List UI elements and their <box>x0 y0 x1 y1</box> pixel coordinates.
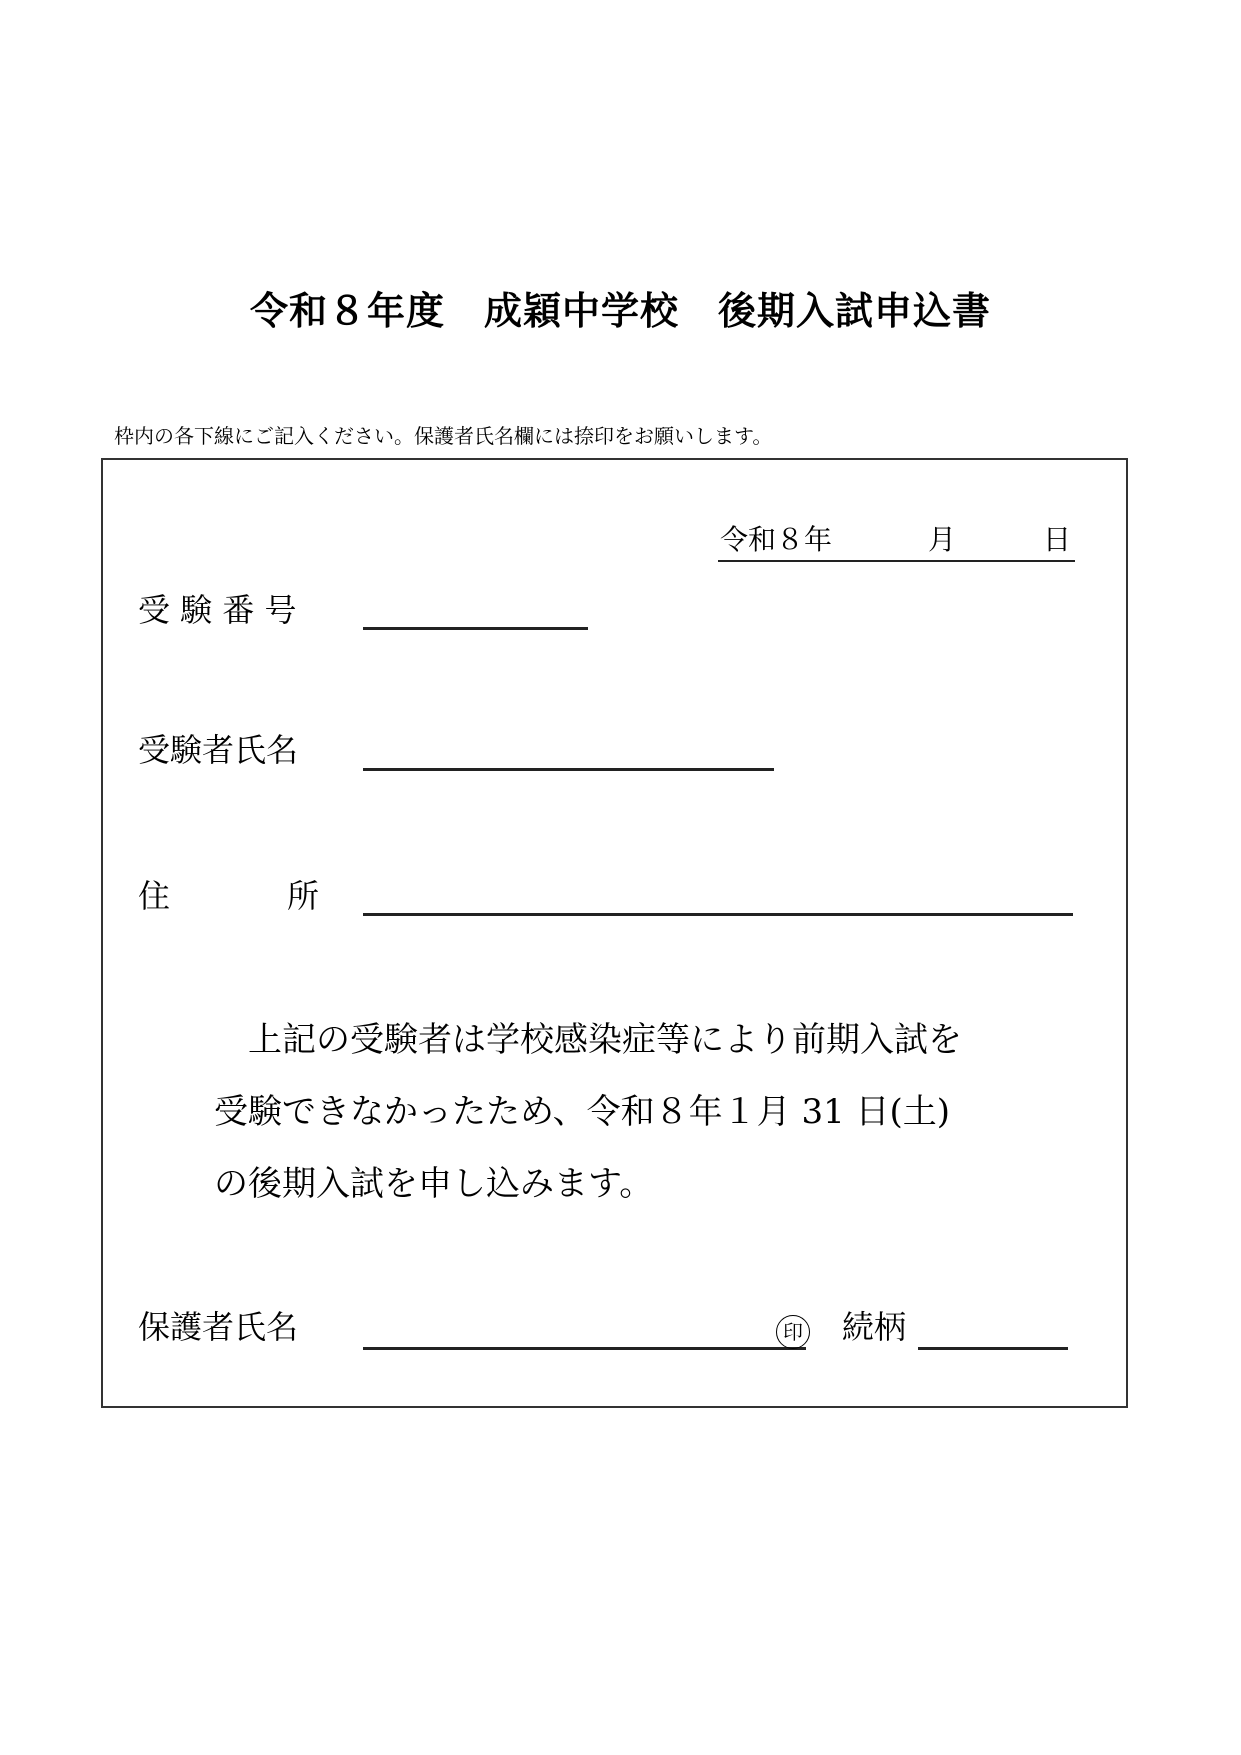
date-field[interactable] <box>718 520 1075 562</box>
date-era-year: 令和８年 <box>720 523 833 556</box>
form-title: 令和８年度 成穎中学校 後期入試申込書 <box>249 289 991 333</box>
address-field[interactable] <box>363 913 1073 916</box>
relationship-field[interactable] <box>918 1347 1068 1350</box>
statement-line-2: 受験できなかったため、令和８年１月 31 日(土) <box>214 1092 951 1132</box>
seal-mark-icon: 印 <box>776 1315 810 1349</box>
form-instruction: 枠内の各下線にご記入ください。保護者氏名欄には捺印をお願いします。 <box>114 424 773 448</box>
date-month-label: 月 <box>928 523 957 556</box>
guardian-name-field[interactable] <box>363 1347 806 1350</box>
statement-line-1: 上記の受験者は学校感染症等により前期入試を <box>214 1020 962 1060</box>
examinee-name-label: 受験者氏名 <box>138 731 299 769</box>
examinee-name-field[interactable] <box>363 768 774 771</box>
exam-number-label: 受 験 番 号 <box>138 591 297 629</box>
date-day-label: 日 <box>1043 523 1072 556</box>
guardian-name-label: 保護者氏名 <box>138 1308 299 1346</box>
statement-line-3: の後期入試を申し込みます。 <box>214 1164 654 1204</box>
address-label-2: 所 <box>287 877 320 915</box>
address-label-1: 住 <box>138 877 171 915</box>
relationship-label: 続柄 <box>842 1308 907 1346</box>
exam-number-field[interactable] <box>363 627 588 630</box>
